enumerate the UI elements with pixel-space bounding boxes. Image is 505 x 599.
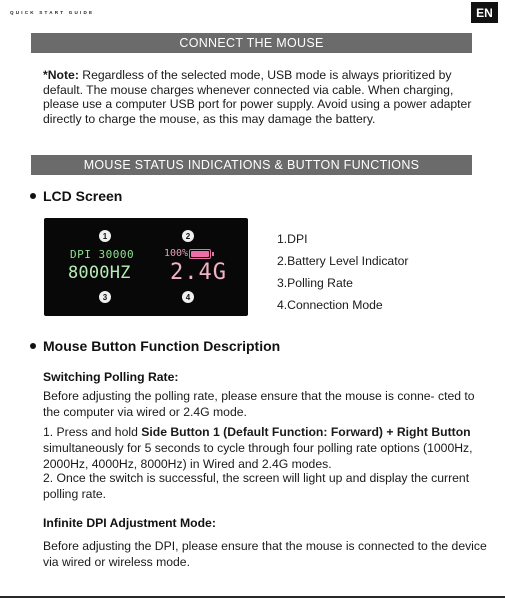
page-header bbox=[0, 0, 505, 24]
dpi-mode-subheading: Infinite DPI Adjustment Mode: bbox=[43, 516, 216, 530]
battery-fill bbox=[191, 251, 209, 257]
section-title-status: MOUSE STATUS INDICATIONS & BUTTON FUNCTIONS bbox=[31, 155, 472, 175]
lcd-screen-image bbox=[44, 218, 248, 316]
marker-2: 2 bbox=[182, 230, 194, 242]
polling-rate-subheading: Switching Polling Rate: bbox=[43, 370, 179, 384]
guide-label: QUICK START GUIDE bbox=[10, 10, 95, 15]
bullet-icon bbox=[30, 343, 36, 349]
lcd-dpi-readout: DPI 30000 bbox=[70, 248, 135, 261]
marker-3: 3 bbox=[99, 291, 111, 303]
lcd-connection-mode: 2.4G bbox=[170, 260, 227, 285]
dpi-mode-intro: Before adjusting the DPI, please ensure that the mouse is connected to the device via wired or wireless mode. bbox=[43, 539, 487, 569]
marker-1: 1 bbox=[99, 230, 111, 242]
legend-item-battery: 2.Battery Level Indicator bbox=[277, 254, 409, 268]
lcd-heading-text: LCD Screen bbox=[43, 188, 123, 204]
lcd-battery-indicator bbox=[164, 248, 211, 259]
lcd-heading bbox=[30, 188, 122, 204]
marker-4: 4 bbox=[182, 291, 194, 303]
charging-note bbox=[43, 68, 483, 126]
note-text: Regardless of the selected mode, USB mode is always prioritized by default. The mouse charges whenever connected via cable. When charging, please use a computer USB port for power supply. Avoid using a power adapter directly to charge the mouse, as this may damage the battery. bbox=[43, 68, 472, 126]
legend-item-dpi: 1.DPI bbox=[277, 232, 308, 246]
button-functions-heading-text: Mouse Button Function Description bbox=[43, 338, 281, 354]
polling-rate-step-2: 2. Once the switch is successful, the screen will light up and display the current polling rate. bbox=[43, 471, 470, 501]
language-badge: EN bbox=[471, 2, 498, 23]
lcd-legend bbox=[277, 228, 408, 316]
step-1-suffix: simultaneously for 5 seconds to cycle through four polling rate options (1000Hz, 2000Hz, 4000Hz, 8000Hz) in Wired and 2.4G modes. bbox=[43, 440, 473, 471]
legend-item-connection-mode: 4.Connection Mode bbox=[277, 298, 383, 312]
section-title-connect: CONNECT THE MOUSE bbox=[31, 33, 472, 53]
battery-percent: 100% bbox=[164, 248, 189, 259]
legend-item-polling-rate: 3.Polling Rate bbox=[277, 276, 353, 290]
polling-rate-step-1 bbox=[43, 425, 488, 472]
bullet-icon bbox=[30, 193, 36, 199]
lcd-polling-rate: 8000HZ bbox=[68, 263, 131, 283]
note-label: *Note: bbox=[43, 68, 79, 82]
button-functions-heading bbox=[30, 338, 280, 354]
step-1-button-combo: Side Button 1 (Default Function: Forward) + Right Button bbox=[141, 425, 471, 439]
battery-icon bbox=[189, 249, 211, 259]
bottom-divider bbox=[0, 596, 505, 598]
polling-rate-intro: Before adjusting the polling rate, please ensure that the mouse is conne- cted to the computer via wired or 2.4G mode. bbox=[43, 389, 475, 419]
step-1-prefix: 1. Press and hold bbox=[43, 425, 142, 439]
